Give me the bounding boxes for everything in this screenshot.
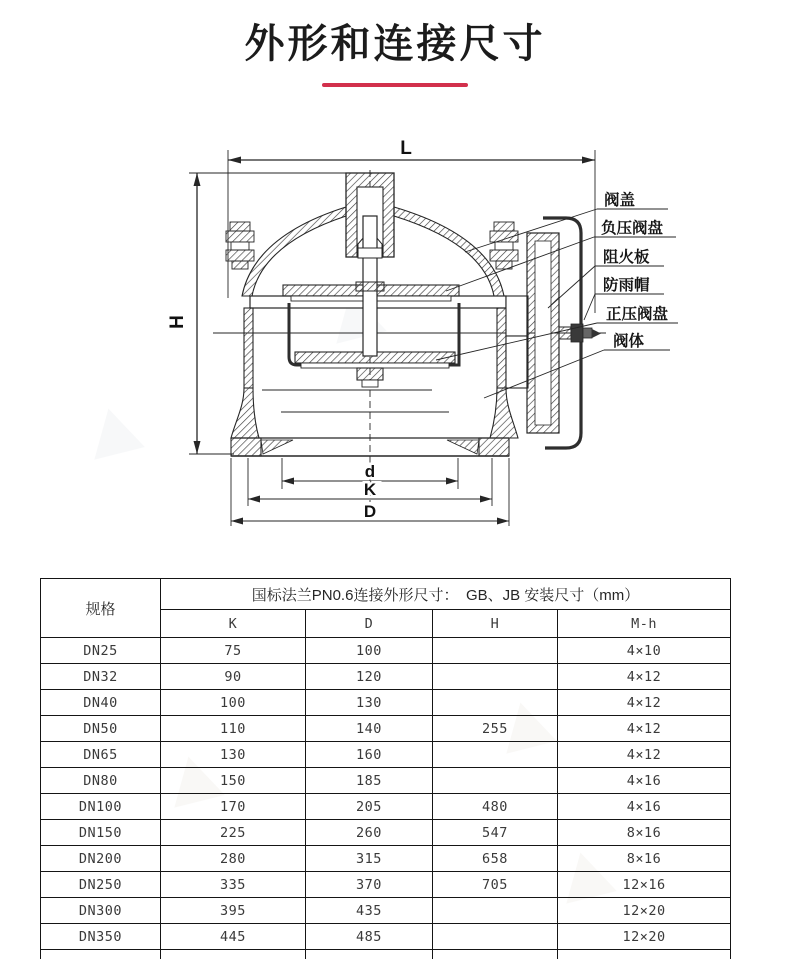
value-cell [433,638,558,664]
spec-cell: DN300 [41,898,161,924]
value-cell: 315 [306,846,433,872]
table-row [41,690,731,716]
table-row [41,846,731,872]
table-row [41,664,731,690]
value-cell: 225 [161,820,306,846]
table-row [41,768,731,794]
title-block [0,0,790,87]
table-row [41,742,731,768]
value-cell: 4×12 [558,742,731,768]
table-row [41,638,731,664]
spec-cell: DN80 [41,768,161,794]
column-header-D: D [306,610,433,638]
callout-label: 阻火板 [603,249,650,266]
table-row [41,872,731,898]
value-cell: 12×20 [558,924,731,950]
value-cell: 140 [306,716,433,742]
value-cell: 75 [161,638,306,664]
spec-cell: DN25 [41,638,161,664]
value-cell: 205 [306,794,433,820]
value-cell: 185 [306,768,433,794]
spec-cell: DN350 [41,924,161,950]
table-row [41,716,731,742]
dim-label-d: d [364,462,376,481]
dim-label-D: D [363,502,377,521]
spec-cell: DN200 [41,846,161,872]
column-header-Mh: M-h [558,610,731,638]
callout-label: 阀体 [613,333,645,350]
value-cell: 260 [306,820,433,846]
table-row [41,898,731,924]
value-cell [433,664,558,690]
dimension-dKD [231,458,509,526]
value-cell: 100 [161,690,306,716]
spec-column-header: 规格 [41,579,161,638]
value-cell: 547 [433,820,558,846]
spec-cell: DN100 [41,794,161,820]
spec-cell: DN32 [41,664,161,690]
value-cell [433,742,558,768]
value-cell: 170 [161,794,306,820]
value-cell [558,950,731,959]
value-cell: 130 [306,690,433,716]
value-cell: 658 [433,846,558,872]
callout-label: 阀盖 [604,192,636,209]
table-partial-row-body [41,950,731,959]
callout-label: 防雨帽 [603,277,650,294]
value-cell: 280 [161,846,306,872]
value-cell [433,950,558,959]
table-header [41,579,731,638]
value-cell: 4×16 [558,794,731,820]
value-cell: 255 [433,716,558,742]
spec-cell: DN250 [41,872,161,898]
column-header-K: K [161,610,306,638]
title-divider [322,83,468,87]
value-cell: 12×16 [558,872,731,898]
spec-cell: DN65 [41,742,161,768]
value-cell [161,950,306,959]
value-cell [433,768,558,794]
column-header-H: H [433,610,558,638]
value-cell: 705 [433,872,558,898]
value-cell: 12×20 [558,898,731,924]
value-cell [306,950,433,959]
callout-label: 负压阀盘 [601,220,664,237]
dimensions-table [40,578,731,959]
value-cell: 485 [306,924,433,950]
spec-cell: DN150 [41,820,161,846]
main-header: 国标法兰PN0.6连接外形尺寸： GB、JB 安装尺寸（mm） [161,579,731,610]
callout-label: 正压阀盘 [606,306,669,323]
value-cell: 445 [161,924,306,950]
spec-cell: DN40 [41,690,161,716]
value-cell: 130 [161,742,306,768]
value-cell: 90 [161,664,306,690]
value-cell: 335 [161,872,306,898]
value-cell [433,924,558,950]
table-row [41,820,731,846]
dim-label-H: H [167,315,188,329]
value-cell: 4×16 [558,768,731,794]
page-title: 外形和连接尺寸 [244,22,546,66]
value-cell: 8×16 [558,820,731,846]
table-row [41,794,731,820]
value-cell: 150 [161,768,306,794]
value-cell: 4×10 [558,638,731,664]
value-cell: 4×12 [558,690,731,716]
value-cell: 4×12 [558,716,731,742]
value-cell: 395 [161,898,306,924]
dim-label-L: L [400,138,412,159]
valve-technical-drawing [0,135,790,535]
value-cell: 435 [306,898,433,924]
value-cell: 4×12 [558,664,731,690]
table-row-partial [41,950,731,959]
value-cell: 370 [306,872,433,898]
value-cell: 8×16 [558,846,731,872]
value-cell [433,898,558,924]
spec-cell: DN50 [41,716,161,742]
value-cell: 160 [306,742,433,768]
value-cell: 100 [306,638,433,664]
value-cell: 110 [161,716,306,742]
spec-cell [41,950,161,959]
value-cell: 120 [306,664,433,690]
table-row [41,924,731,950]
value-cell: 480 [433,794,558,820]
table-body [41,638,731,950]
dim-label-K: K [363,480,377,499]
valve-body-group [213,170,606,502]
value-cell [433,690,558,716]
